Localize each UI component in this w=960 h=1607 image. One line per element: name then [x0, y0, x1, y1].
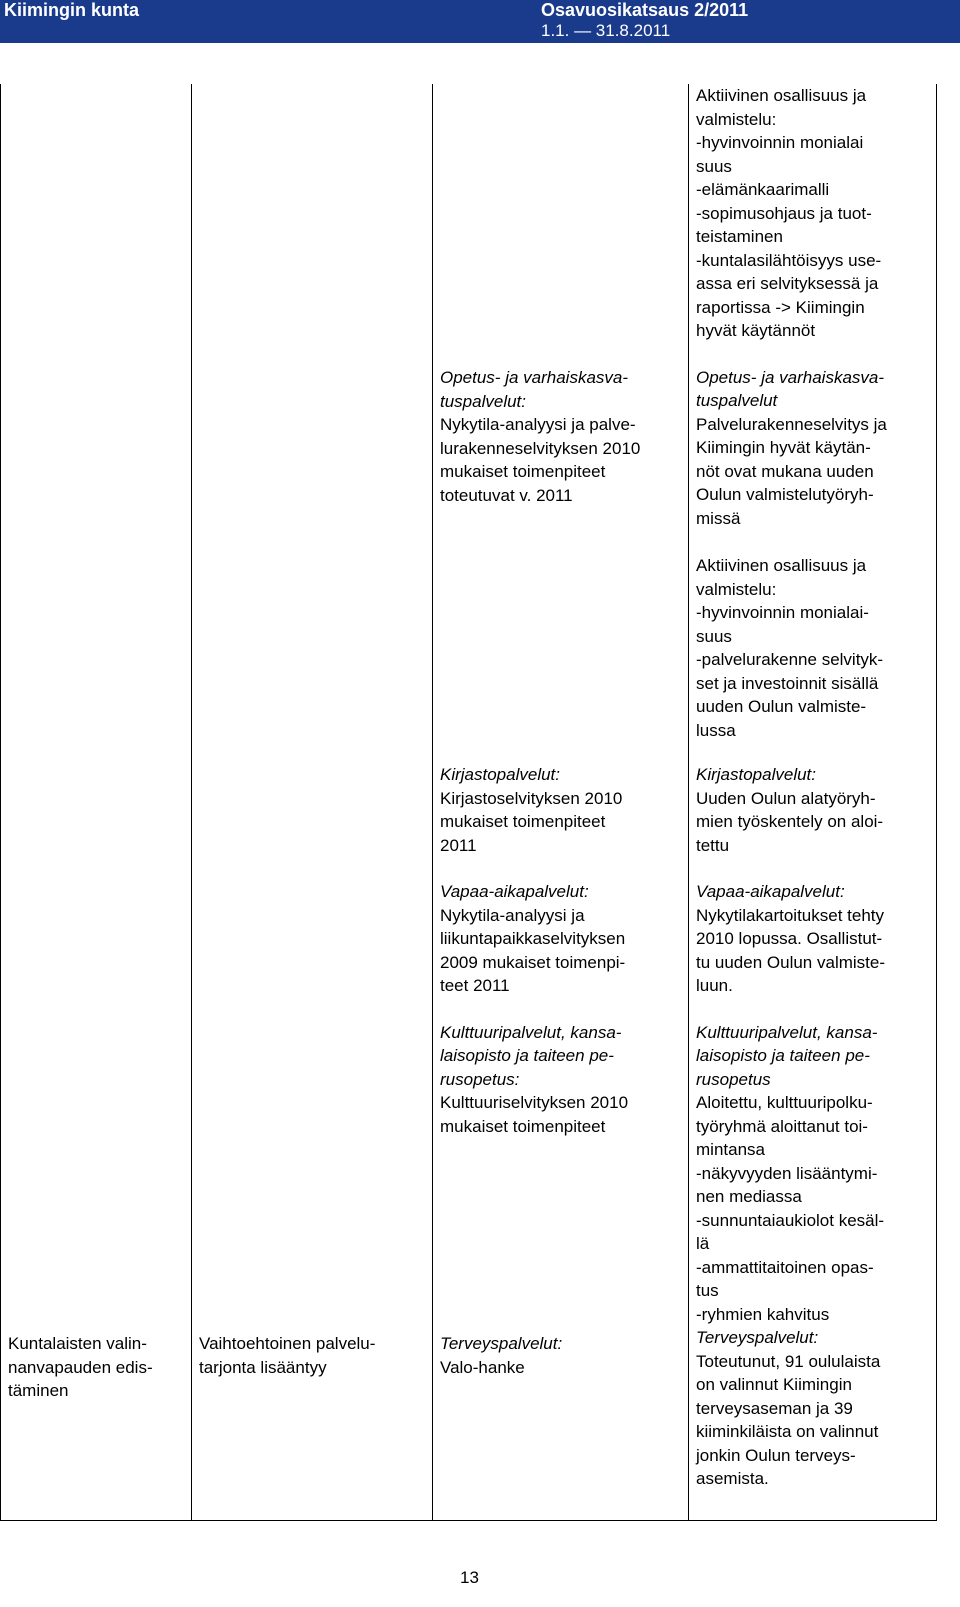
organization-name: Kiimingin kunta — [4, 0, 139, 20]
section-text: mukaiset toimenpiteet — [440, 1116, 606, 1136]
goal-line: Kuntalaisten valin- — [8, 1334, 147, 1353]
status-line: lussa — [696, 720, 736, 740]
status-line: Aktiivinen osallisuus ja — [696, 86, 867, 105]
report-table — [0, 84, 937, 1521]
section-text: 2011 — [440, 835, 477, 855]
status-line: kiiminkiläista on valinnut — [696, 1422, 879, 1441]
goal-line: nanvapauden edis- — [8, 1357, 153, 1377]
status-line: -hyvinvoinnin monialai — [696, 133, 864, 152]
section-text: Nykytila-analyysi ja palve- — [440, 415, 636, 434]
status-line: nen mediassa — [696, 1187, 802, 1206]
status-line: valmistelu: — [696, 579, 777, 599]
section-text: Kirjastoselvityksen 2010 — [440, 788, 623, 808]
measures-opetus — [440, 366, 685, 507]
status-line: assa eri selvityksessä ja — [696, 274, 879, 293]
section-text: 2009 mukaiset toimenpi- — [440, 952, 626, 972]
page-number: 13 — [460, 1568, 479, 1587]
section-text: liikuntapaikkaselvityksen — [440, 929, 626, 948]
status-line: terveysaseman ja 39 — [696, 1398, 853, 1418]
section-text: mukaiset toimenpiteet — [440, 462, 606, 481]
status-line: tu uuden Oulun valmiste- — [696, 952, 885, 972]
status-line: Uuden Oulun alatyöryh- — [696, 788, 876, 808]
status-line: teistaminen — [696, 227, 783, 246]
section-heading: Kirjastopalvelut: — [440, 765, 561, 784]
status-line: valmistelu: — [696, 109, 777, 129]
table-border-left — [0, 84, 1, 1521]
status-line: Kiimingin hyvät käytän- — [696, 438, 871, 457]
report-title: Osavuosikatsaus 2/2011 — [541, 0, 749, 20]
measures-terveys — [440, 1332, 685, 1379]
status-line: mien työskentely on aloi- — [696, 812, 884, 831]
status-line: missä — [696, 508, 741, 528]
status-aktiivinen-2 — [696, 554, 934, 742]
column-divider-2 — [432, 84, 433, 1521]
status-line: Toteutunut, 91 oululaista — [696, 1351, 881, 1371]
section-heading: Vapaa-aikapalvelut: — [696, 882, 845, 901]
status-line: hyvät käytännöt — [696, 321, 816, 340]
status-line: -sunnuntaiaukiolot kesäl- — [696, 1210, 885, 1230]
report-period: 1.1. — 31.8.2011 — [541, 21, 671, 40]
status-line: -näkyvyyden lisääntymi- — [696, 1163, 878, 1183]
table-border-bottom — [0, 1520, 937, 1521]
status-line: tus — [696, 1281, 719, 1300]
section-text: Valo-hanke — [440, 1357, 525, 1377]
status-line: -palvelurakenne selvityk- — [696, 650, 884, 669]
header-bar — [0, 0, 960, 43]
target-line: tarjonta lisääntyy — [199, 1357, 327, 1377]
status-line: -hyvinvoinnin monialai- — [696, 603, 869, 622]
status-line: raportissa -> Kiimingin — [696, 297, 865, 317]
status-line: Nykytilakartoitukset tehty — [696, 905, 885, 925]
section-heading: rusopetus: — [440, 1069, 520, 1089]
status-line: Oulun valmistelutyöryh- — [696, 485, 874, 504]
measures-kirjasto — [440, 763, 685, 1138]
section-text: mukaiset toimenpiteet — [440, 812, 606, 831]
status-line: Palvelurakenneselvitys ja — [696, 414, 887, 434]
status-line: suus — [696, 626, 732, 646]
status-line: -ammattitaitoinen opas- — [696, 1257, 874, 1277]
section-text: Kulttuuriselvityksen 2010 — [440, 1093, 629, 1112]
section-text: teet 2011 — [440, 976, 510, 995]
status-line: -elämänkaarimalli — [696, 180, 830, 199]
section-heading: tuspalvelut — [696, 391, 778, 410]
goal-cell — [8, 1332, 188, 1403]
status-line: suus — [696, 156, 732, 176]
section-heading: Opetus- ja varhaiskasva- — [696, 367, 885, 387]
status-line: asemista. — [696, 1469, 769, 1488]
section-heading: Kirjastopalvelut: — [696, 765, 817, 784]
target-line: Vaihtoehtoinen palvelu- — [199, 1334, 376, 1353]
section-heading: Kulttuuripalvelut, kansa- — [440, 1022, 622, 1042]
section-text: Nykytila-analyysi ja — [440, 905, 585, 925]
status-line: nöt ovat mukana uuden — [696, 461, 874, 481]
target-cell — [199, 1332, 429, 1379]
status-line: luun. — [696, 976, 733, 995]
section-heading: rusopetus — [696, 1069, 771, 1089]
goal-line: täminen — [8, 1381, 69, 1400]
status-line: Aktiivinen osallisuus ja — [696, 556, 867, 575]
section-heading: Terveyspalvelut: — [696, 1328, 819, 1347]
status-line: set ja investoinnit sisällä — [696, 673, 879, 693]
status-line: -kuntalasilähtöisyys use- — [696, 250, 882, 270]
status-line: työryhmä aloittanut toi- — [696, 1116, 868, 1136]
status-line: uuden Oulun valmiste- — [696, 697, 867, 716]
status-line: tettu — [696, 835, 730, 855]
table-border-right — [936, 84, 937, 1521]
status-line: mintansa — [696, 1140, 765, 1159]
status-line: jonkin Oulun terveys- — [696, 1445, 856, 1465]
status-line: lä — [696, 1234, 710, 1253]
section-text: lurakenneselvityksen 2010 — [440, 438, 641, 458]
status-services — [696, 763, 934, 1491]
section-heading: Kulttuuripalvelut, kansa- — [696, 1022, 878, 1042]
status-line: -ryhmien kahvitus — [696, 1304, 830, 1324]
section-heading: Opetus- ja varhaiskasva- — [440, 368, 629, 387]
status-aktiivinen-1 — [696, 84, 934, 530]
status-line: on valinnut Kiimingin — [696, 1375, 852, 1394]
section-heading: Vapaa-aikapalvelut: — [440, 882, 589, 901]
column-divider-1 — [191, 84, 192, 1521]
status-line: -sopimusohjaus ja tuot- — [696, 203, 872, 223]
section-heading: tuspalvelut: — [440, 391, 526, 411]
section-heading: laisopisto ja taiteen pe- — [440, 1046, 614, 1065]
status-line: Aloitettu, kulttuuripolku- — [696, 1093, 873, 1112]
column-divider-3 — [688, 84, 689, 1521]
section-heading: Terveyspalvelut: — [440, 1334, 563, 1353]
status-line: 2010 lopussa. Osallistut- — [696, 929, 883, 948]
section-heading: laisopisto ja taiteen pe- — [696, 1046, 870, 1065]
section-text: toteutuvat v. 2011 — [440, 485, 573, 505]
